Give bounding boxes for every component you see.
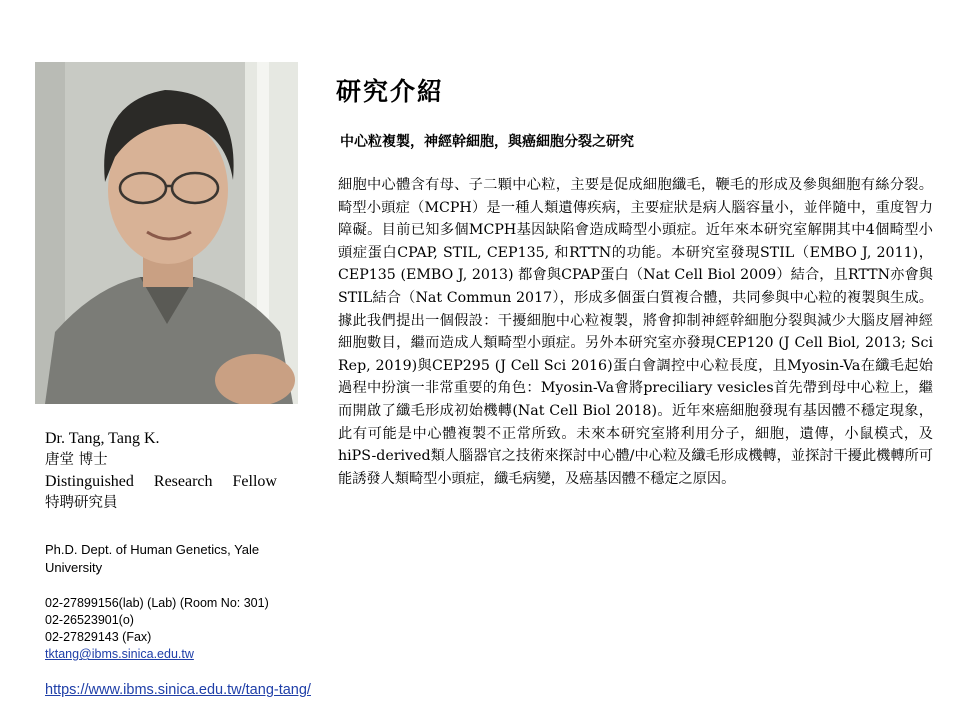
fax-number: 02-27829143 (Fax) (45, 630, 152, 644)
research-body: 細胞中心體含有母、子二顆中心粒，主要是促成細胞纖毛，鞭毛的形成及參與細胞有絲分裂。畸型小頭症（MCPH）是一種人類遺傳疾病，主要症狀是病人腦容量小，並伴隨中，重度智力障礙。目前已知多個MCPH基因缺陷會造成畸型小頭症。近年來本研究室解開其中4個畸型小頭症蛋白CPAP, STIL, CEP135, 和RTTN的功能。本研究室發現STIL（EMBO J, 2011)， CEP135 (EMBO J, 2013) 都會與CPAP蛋白（Nat Cell Biol 2009）結合，且RTTN亦會與STIL結合（Nat Commun 2017），形成多個蛋白質複合體，共同參與中心粒的複製與生成。據此我們提出一個假設：干擾細胞中心粒複製，將會抑制神經幹細胞分裂與減少大腦皮層神經細胞數目，繼而造成人類畸型小頭症。另外本研究室亦發現CEP120 (J Cell Biol, 2013; Sci Rep, 2019)與CEP295 (J Cell Sci 2016)蛋白會調控中心粒長度，且Myosin-Va在纖毛起始過程中扮演一非常重要的角色：Myosin-Va會將preciliary vesicles首先帶到母中心粒上，繼而開啟了纖毛形成初始機轉(Nat Cell Biol 2018)。近年來癌細胞發現有基因體不穩定現象，此有可能是中心體複製不正常所致。未來本研究室將利用分子，細胞，遺傳，小鼠模式，及hiPS-derived類人腦器官之技術來探討中心體/中心粒及纖毛形成機轉，並探討干擾此機轉所可能誘發人類畸型小頭症，纖毛病變，及癌基因體不穩定之原因。 (338, 177, 933, 487)
portrait-photo (35, 62, 298, 404)
research-subtitle: 中心粒複製，神經幹細胞，與癌細胞分裂之研究 (340, 134, 634, 150)
title-word-2: Research (153, 473, 213, 490)
office-phone: 02-26523901(o) (45, 613, 134, 627)
lab-phone: 02-27899156(lab) (Lab) (Room No: 301) (45, 596, 269, 610)
degree-text: Ph.D. Dept. of Human Genetics, Yale University (45, 542, 260, 575)
title-chinese: 特聘研究員 (45, 494, 118, 511)
email-link[interactable]: tktang@ibms.sinica.edu.tw (45, 647, 194, 661)
name-chinese: 唐堂 博士 (45, 451, 108, 468)
section-title: 研究介紹 (336, 77, 445, 106)
contact-block (45, 595, 325, 663)
title-english (45, 471, 277, 493)
lab-website-link[interactable]: https://www.ibms.sinica.edu.tw/tang-tang/ (45, 682, 311, 698)
name-english: Dr. Tang, Tang K. (45, 430, 160, 447)
title-word-3: Fellow (232, 473, 277, 490)
title-word-1: Distinguished (45, 473, 134, 490)
profile-info (45, 428, 325, 514)
